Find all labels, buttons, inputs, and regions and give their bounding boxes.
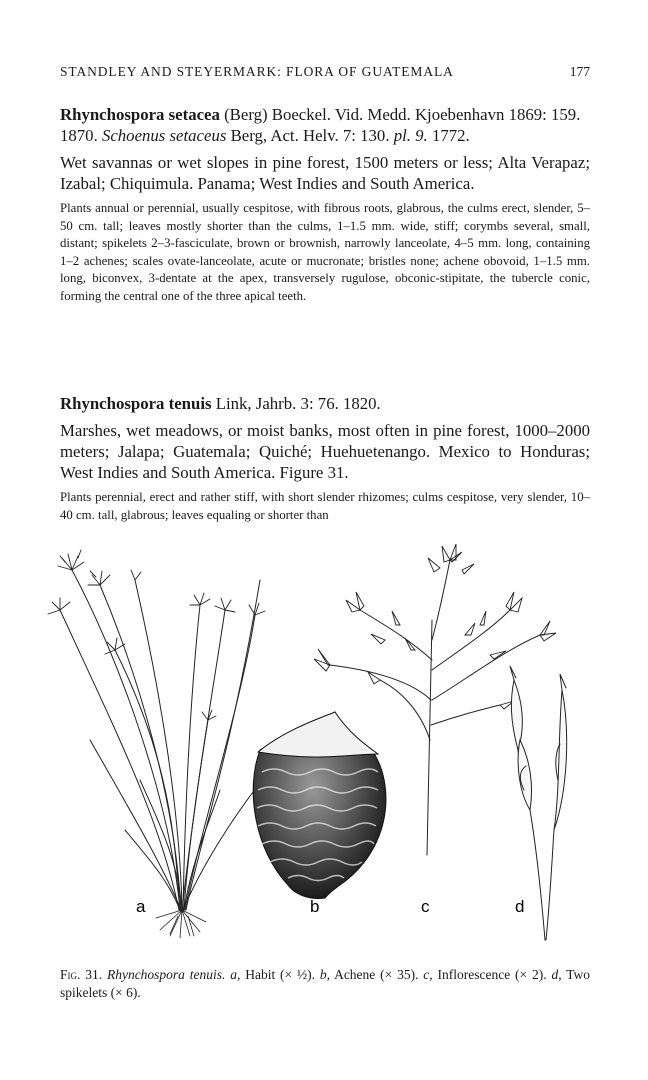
figure-label-d: d	[515, 897, 525, 916]
species-entry-tenuis	[60, 393, 590, 524]
plate-year: 1772.	[427, 126, 470, 145]
species-heading	[60, 104, 590, 146]
caption-letter-a: a,	[225, 967, 241, 982]
synonym-name: Schoenus setaceus	[101, 126, 227, 145]
running-head	[60, 64, 590, 80]
caption-letter-b: b,	[319, 967, 330, 982]
caption-text-b: Achene (× 35).	[329, 967, 424, 982]
species-entry-setacea	[60, 104, 590, 305]
page-number: 177	[569, 64, 590, 79]
description-paragraph: Plants perennial, erect and rather stiff, with short slender rhizomes; culms cespitose, very slender, 10–40 cm. tall, glabrous; leaves equaling or shorter than	[60, 490, 590, 522]
figure-caption	[60, 966, 590, 1002]
achene-drawing	[253, 712, 386, 898]
species-name: Rhynchospora setacea	[60, 105, 220, 124]
caption-text-d: Two spikelets (× 6).	[60, 967, 590, 1000]
caption-text-c: Inflorescence (× 2).	[432, 967, 552, 982]
habit-drawing	[48, 550, 270, 938]
species-citation: Link, Jahrb. 3: 76. 1820.	[211, 394, 381, 413]
caption-letter-c: c,	[423, 967, 433, 982]
caption-text-a: Habit (× ½).	[240, 967, 320, 982]
caption-species: Rhynchospora tenuis.	[102, 967, 226, 982]
species-citation: (Berg) Boeckel. Vid. Medd. Kjoebenhavn 1869: 159. 1870.	[60, 105, 581, 145]
plate-ref: pl. 9.	[393, 126, 428, 145]
figure-label-c: c	[421, 897, 430, 916]
distribution-paragraph: Marshes, wet meadows, or moist banks, most often in pine forest, 1000–2000 meters; Jalapa; Guatemala; Quiché; Huehuetenango. Mexico to Honduras; West Indies and South America. Figure 31.	[60, 421, 590, 482]
figure-31	[40, 540, 610, 950]
figure-label-b: b	[310, 897, 320, 916]
synonym-citation: Berg, Act. Helv. 7: 130.	[226, 126, 394, 145]
species-heading	[60, 393, 590, 414]
figure-illustration	[40, 540, 610, 950]
caption-letter-d: d,	[551, 967, 562, 982]
species-name: Rhynchospora tenuis	[60, 394, 212, 413]
caption-fig-label: Fig. 31.	[60, 967, 103, 982]
distribution-paragraph: Wet savannas or wet slopes in pine forest, 1500 meters or less; Alta Verapaz; Izabal; Chiquimula. Panama; West Indies and South America.	[60, 153, 590, 193]
description-paragraph: Plants annual or perennial, usually cespitose, with fibrous roots, glabrous, the culms erect, slender, 5–50 cm. tall; leaves mostly shorter than the culms, 1–1.5 mm. wide, stiff; corymbs several, small, distant; spikelets 2–3-fasciculate, brown or brownish, narrowly lanceolate, 4–5 mm. long, containing 1–2 achenes; scales ovate-lanceolate, acute or mucronate; bristles none; achene obovoid, 1–1.5 mm. long, biconvex, 3-dentate at the apex, transversely rugulose, obconic-stipitate, the tubercle conic, forming the central one of the three apical teeth.	[60, 201, 590, 303]
figure-label-a: a	[136, 897, 146, 916]
running-title: STANDLEY AND STEYERMARK: FLORA OF GUATEMALA	[60, 64, 454, 79]
